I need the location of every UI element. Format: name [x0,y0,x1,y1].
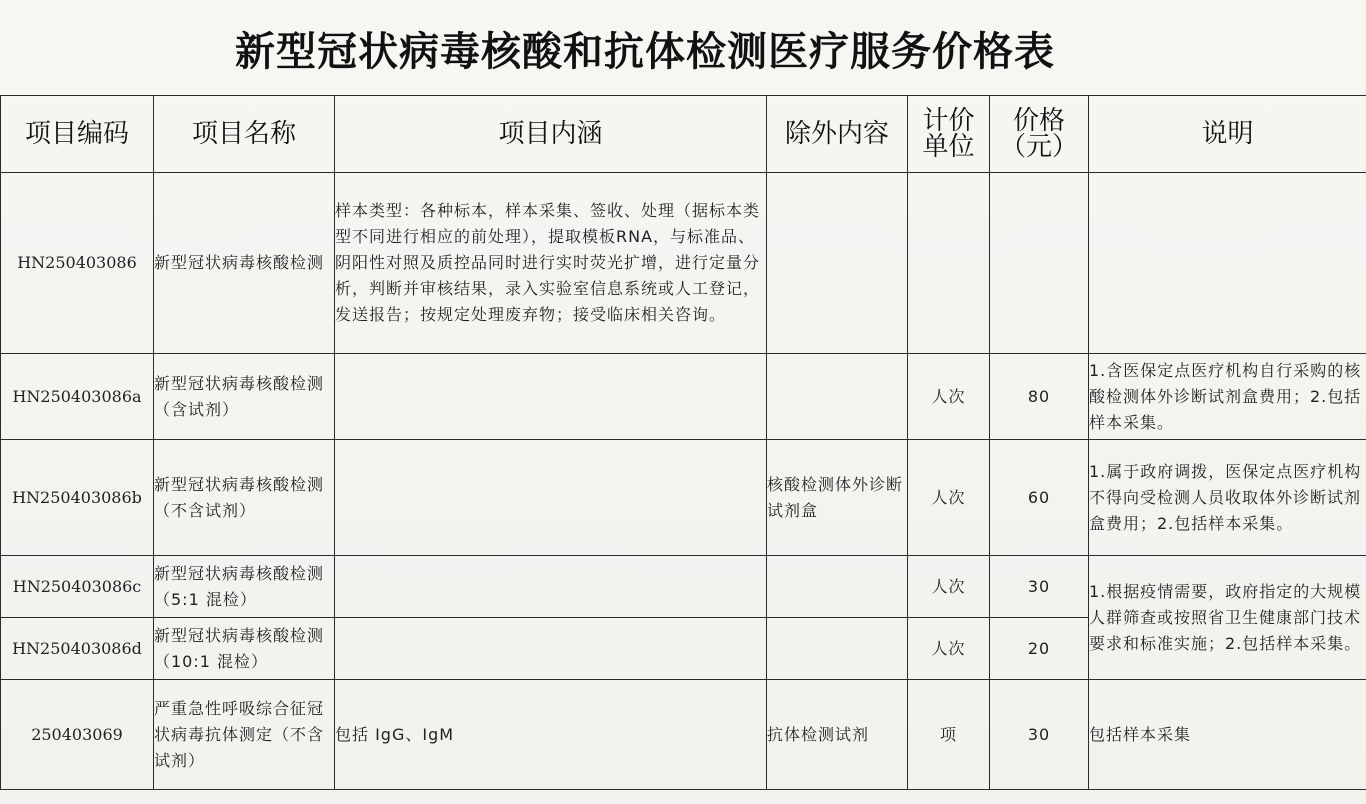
cell-excluded [767,618,908,680]
header-content: 项目内涵 [335,96,767,173]
cell-unit: 人次 [908,354,990,440]
cell-note: 1.属于政府调拨，医保定点医疗机构不得向受检测人员收取体外诊断试剂盒费用；2.包括样本采集。 [1089,440,1366,556]
cell-content: 样本类型：各种标本，样本采集、签收、处理（据标本类型不同进行相应的前处理），提取模板RNA，与标准品、阴阳性对照及质控品同时进行实时荧光扩增，进行定量分析，判断并审核结果，录入实验室信息系统或人工登记，发送报告；按规定处理废弃物；接受临床相关咨询。 [335,173,767,354]
cell-content [335,440,767,556]
price-table [0,95,1366,790]
cell-excluded: 核酸检测体外诊断试剂盒 [767,440,908,556]
cell-price: 30 [990,556,1089,618]
cell-code: HN250403086 [1,173,154,354]
cell-name: 新型冠状病毒核酸检测（10:1 混检） [154,618,335,680]
cell-unit: 人次 [908,440,990,556]
cell-unit: 人次 [908,556,990,618]
cell-excluded [767,354,908,440]
header-price [990,96,1089,173]
cell-name: 新型冠状病毒核酸检测（5:1 混检） [154,556,335,618]
cell-code: HN250403086b [1,440,154,556]
cell-unit: 人次 [908,618,990,680]
cell-code: 250403069 [1,680,154,790]
cell-name: 严重急性呼吸综合征冠状病毒抗体测定（不含试剂） [154,680,335,790]
header-unit-line2: 单位 [922,132,975,162]
cell-note: 包括样本采集 [1089,680,1366,790]
cell-content: 包括 IgG、IgM [335,680,767,790]
table-row [1,680,1366,790]
header-unit-line1: 计价 [922,106,975,136]
cell-price: 20 [990,618,1089,680]
header-code: 项目编码 [1,96,154,173]
table-row [1,556,1366,618]
cell-unit: 项 [908,680,990,790]
cell-name: 新型冠状病毒核酸检测 [154,173,335,354]
cell-excluded [767,173,908,354]
cell-note: 1.含医保定点医疗机构自行采购的核酸检测体外诊断试剂盒费用；2.包括样本采集。 [1089,354,1366,440]
cell-content [335,618,767,680]
header-excluded: 除外内容 [767,96,908,173]
table-row [1,173,1366,354]
cell-name: 新型冠状病毒核酸检测（含试剂） [154,354,335,440]
table-row [1,354,1366,440]
cell-price: 80 [990,354,1089,440]
cell-content [335,556,767,618]
cell-price [990,173,1089,354]
cell-excluded [767,556,908,618]
cell-price: 30 [990,680,1089,790]
header-note: 说明 [1089,96,1366,173]
table-row [1,440,1366,556]
cell-price: 60 [990,440,1089,556]
header-price-line2: （元） [999,132,1078,162]
cell-note: 1.根据疫情需要，政府指定的大规模人群筛查或按照省卫生健康部门技术要求和标准实施；2.包括样本采集。 [1089,556,1366,680]
header-price-line1: 价格 [1012,106,1065,136]
cell-code: HN250403086c [1,556,154,618]
cell-name: 新型冠状病毒核酸检测（不含试剂） [154,440,335,556]
cell-content [335,354,767,440]
cell-excluded: 抗体检测试剂 [767,680,908,790]
table-header-row [1,96,1366,173]
cell-code: HN250403086d [1,618,154,680]
header-unit [908,96,990,173]
cell-code: HN250403086a [1,354,154,440]
cell-unit [908,173,990,354]
cell-note [1089,173,1366,354]
header-name: 项目名称 [154,96,335,173]
document-title: 新型冠状病毒核酸和抗体检测医疗服务价格表 [235,28,1055,75]
